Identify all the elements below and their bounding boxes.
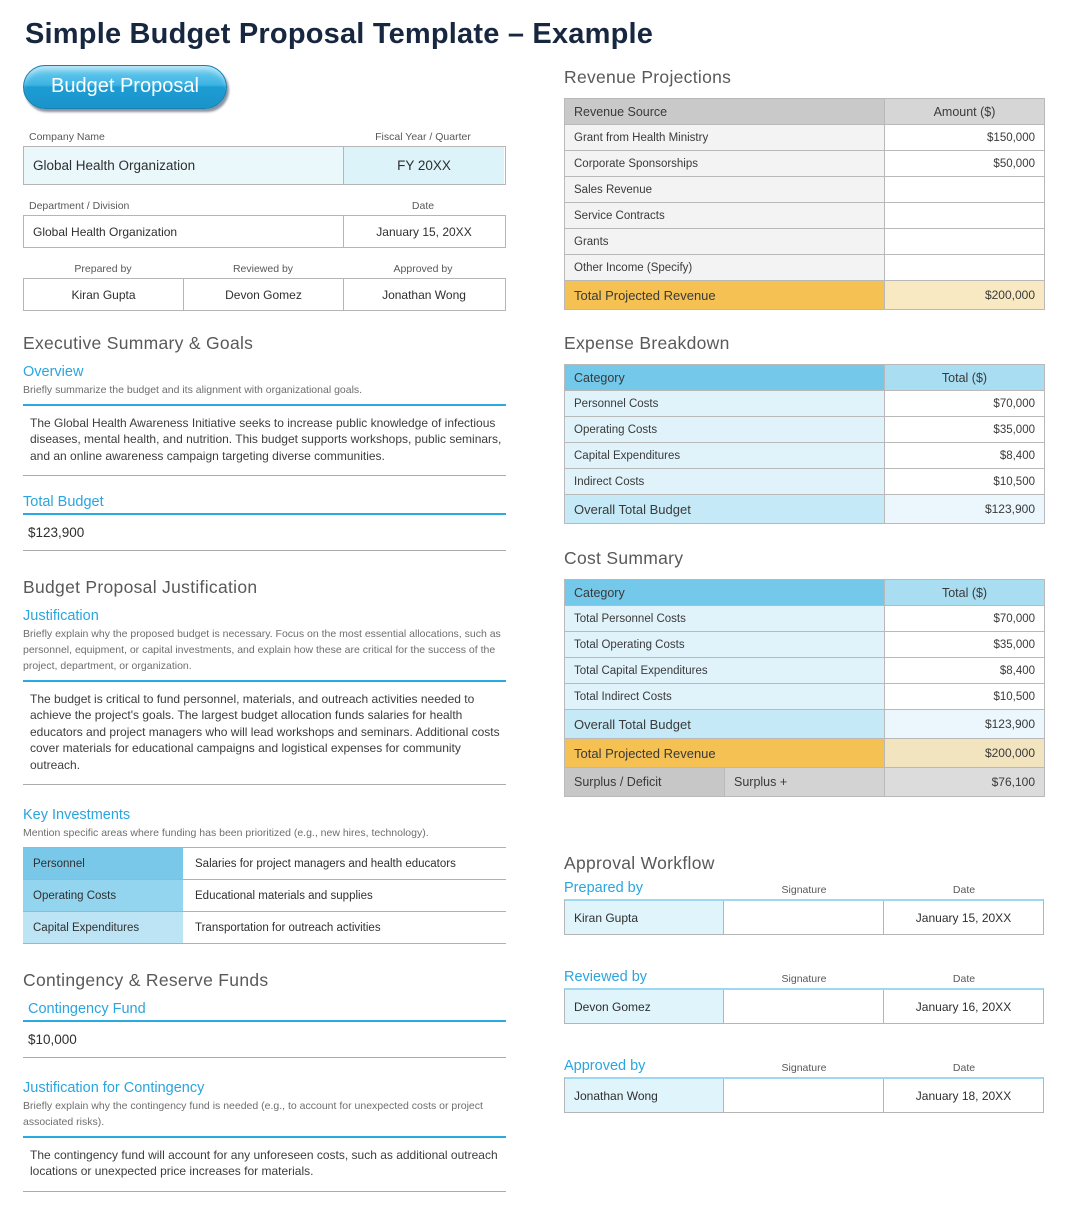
cost-amount-cell[interactable]: $35,000 — [885, 632, 1045, 658]
surplus-deficit-label: Surplus / Deficit — [565, 768, 725, 797]
table-row — [565, 391, 1045, 417]
total-header: Total ($) — [885, 365, 1045, 391]
table-row — [565, 255, 1045, 281]
cost-amount-cell[interactable]: $8,400 — [885, 658, 1045, 684]
revenue-source-cell: Sales Revenue — [565, 177, 885, 203]
expense-total-value[interactable]: $123,900 — [885, 495, 1045, 524]
revenue-amount-cell[interactable] — [885, 177, 1045, 203]
contingency-section-heading: Contingency & Reserve Funds — [23, 970, 269, 991]
cost-amount-cell[interactable]: $70,000 — [885, 606, 1045, 632]
expense-category-cell: Indirect Costs — [565, 469, 885, 495]
overall-total-label: Overall Total Budget — [565, 710, 885, 739]
key-investments-table — [23, 847, 506, 944]
overall-total-value[interactable]: $123,900 — [885, 710, 1045, 739]
approval-row-approved — [564, 1077, 1044, 1113]
overview-hint: Briefly summarize the budget and its alignment with organizational goals. — [23, 384, 363, 396]
key-investment-description[interactable]: Educational materials and supplies — [183, 880, 506, 912]
revenue-projections-table — [564, 98, 1045, 310]
table-total-row — [565, 281, 1045, 310]
contingency-justification-answer[interactable]: The contingency fund will account for any unforeseen costs, such as additional outreach locations or unexpected price increases for materials. — [23, 1138, 506, 1192]
surplus-value-cell[interactable]: $76,100 — [885, 768, 1045, 797]
table-row — [565, 417, 1045, 443]
approved-by-role: Approved by — [564, 1058, 646, 1074]
overview-answer[interactable]: The Global Health Awareness Initiative seeks to increase public knowledge of infectious diseases, mental health, and nutrition. This budget supports workshops, public seminars, and an online awareness campaign targeting diverse communities. — [23, 406, 506, 477]
department-field[interactable]: Global Health Organization — [24, 216, 344, 247]
approval-workflow-heading: Approval Workflow — [564, 853, 715, 873]
table-row — [565, 443, 1045, 469]
revenue-source-cell: Grants — [565, 229, 885, 255]
signers-row — [23, 278, 506, 311]
table-row — [565, 125, 1045, 151]
right-column — [537, 63, 1068, 1222]
approval-signature-cell[interactable] — [724, 990, 884, 1023]
table-total-row — [565, 495, 1045, 524]
total-header: Total ($) — [885, 580, 1045, 606]
table-total-row — [565, 710, 1045, 739]
approval-name-cell[interactable]: Kiran Gupta — [565, 901, 724, 934]
cost-category-cell: Total Personnel Costs — [565, 606, 885, 632]
date-label: Date — [952, 973, 976, 985]
revenue-source-cell: Corporate Sponsorships — [565, 151, 885, 177]
table-row — [565, 229, 1045, 255]
prepared-by-label: Prepared by — [74, 263, 132, 275]
table-row — [565, 632, 1045, 658]
revenue-total-label: Total Projected Revenue — [565, 281, 885, 310]
page-title: Simple Budget Proposal Template – Example — [25, 18, 654, 50]
reviewed-by-label: Reviewed by — [232, 263, 294, 275]
expense-amount-cell[interactable]: $35,000 — [885, 417, 1045, 443]
contingency-fund-value[interactable]: $10,000 — [23, 1022, 506, 1058]
key-investment-category: Operating Costs — [23, 880, 183, 912]
table-row — [565, 684, 1045, 710]
cost-category-cell: Total Indirect Costs — [565, 684, 885, 710]
approval-name-cell[interactable]: Jonathan Wong — [565, 1079, 724, 1112]
table-row — [565, 658, 1045, 684]
revenue-source-cell: Other Income (Specify) — [565, 255, 885, 281]
table-row — [565, 151, 1045, 177]
date-label: Date — [411, 200, 435, 212]
approval-signature-cell[interactable] — [724, 1079, 884, 1112]
prepared-by-field[interactable]: Kiran Gupta — [24, 279, 184, 310]
fiscal-year-field[interactable]: FY 20XX — [344, 147, 504, 184]
justification-heading: Justification — [23, 608, 99, 625]
company-fiscal-labels — [23, 131, 506, 143]
cost-amount-cell[interactable]: $10,500 — [885, 684, 1045, 710]
table-row — [23, 848, 506, 880]
company-fiscal-row — [23, 146, 506, 185]
date-label: Date — [952, 1062, 976, 1074]
category-header: Category — [565, 365, 885, 391]
table-row — [565, 606, 1045, 632]
department-date-row — [23, 215, 506, 248]
revenue-total-value[interactable]: $200,000 — [885, 281, 1045, 310]
signers-labels — [23, 263, 506, 275]
approval-date-cell[interactable]: January 18, 20XX — [884, 1079, 1043, 1112]
table-total-row — [565, 739, 1045, 768]
expense-breakdown-table — [564, 364, 1045, 524]
approval-name-cell[interactable]: Devon Gomez — [565, 990, 724, 1023]
projected-revenue-value[interactable]: $200,000 — [885, 739, 1045, 768]
two-column-layout — [0, 63, 1068, 1222]
prepared-by-role: Prepared by — [564, 880, 643, 896]
revenue-source-header: Revenue Source — [565, 99, 885, 125]
revenue-source-cell: Service Contracts — [565, 203, 885, 229]
expense-breakdown-heading: Expense Breakdown — [564, 333, 730, 353]
date-label: Date — [952, 884, 976, 896]
expense-category-cell: Capital Expenditures — [565, 443, 885, 469]
expense-category-cell: Operating Costs — [565, 417, 885, 443]
date-field[interactable]: January 15, 20XX — [376, 224, 472, 239]
budget-proposal-badge: Budget Proposal — [23, 65, 227, 109]
left-column — [0, 63, 537, 1222]
justification-section-heading: Budget Proposal Justification — [23, 577, 258, 598]
reviewed-by-role: Reviewed by — [564, 969, 648, 985]
approved-by-field[interactable]: Jonathan Wong — [382, 287, 466, 302]
expense-amount-cell[interactable]: $8,400 — [885, 443, 1045, 469]
revenue-amount-cell[interactable]: $50,000 — [885, 151, 1045, 177]
cost-summary-heading: Cost Summary — [564, 548, 684, 568]
cost-summary-table — [564, 579, 1045, 797]
justification-hint: Briefly explain why the proposed budget is necessary. Focus on the most essential allocations, such as personnel, equipment, or capital investments, and explain how these are critical for the success of the project, department, or organization. — [23, 628, 501, 672]
contingency-justification-hint: Briefly explain why the contingency fund is needed (e.g., to account for unexpected costs or project associated risks). — [23, 1100, 483, 1128]
revenue-source-cell: Grant from Health Ministry — [565, 125, 885, 151]
revenue-amount-cell[interactable] — [885, 203, 1045, 229]
approval-signature-cell[interactable] — [724, 901, 884, 934]
table-header-row — [565, 99, 1045, 125]
overview-heading: Overview — [23, 364, 84, 380]
signature-label: Signature — [781, 1062, 827, 1074]
key-investment-category: Capital Expenditures — [23, 912, 183, 944]
key-investment-description[interactable]: Salaries for project managers and health educators — [183, 848, 506, 880]
company-name-field[interactable]: Global Health Organization — [24, 147, 344, 184]
signature-label: Signature — [781, 884, 827, 896]
table-row — [565, 177, 1045, 203]
revenue-amount-cell[interactable] — [885, 229, 1045, 255]
category-header: Category — [565, 580, 885, 606]
table-header-row — [565, 365, 1045, 391]
key-investments-heading: Key Investments — [23, 807, 131, 824]
approval-date-cell[interactable]: January 15, 20XX — [884, 901, 1043, 934]
contingency-justification-heading: Justification for Contingency — [23, 1080, 205, 1097]
revenue-amount-cell[interactable] — [885, 255, 1045, 281]
executive-summary-heading: Executive Summary & Goals — [23, 333, 254, 353]
approval-row-prepared — [564, 899, 1044, 935]
cost-category-cell: Total Capital Expenditures — [565, 658, 885, 684]
revenue-amount-cell[interactable]: $150,000 — [885, 125, 1045, 151]
cost-category-cell: Total Operating Costs — [565, 632, 885, 658]
table-row — [23, 880, 506, 912]
key-investments-hint: Mention specific areas where funding has been prioritized (e.g., new hires, technology). — [23, 827, 429, 840]
revenue-projections-heading: Revenue Projections — [564, 67, 732, 87]
table-row — [565, 469, 1045, 495]
approval-labels-row — [564, 969, 1044, 985]
signature-label: Signature — [781, 973, 827, 985]
approved-by-label: Approved by — [393, 263, 453, 275]
approval-date-cell[interactable]: January 16, 20XX — [884, 990, 1043, 1023]
approval-labels-row — [564, 880, 1044, 896]
expense-total-label: Overall Total Budget — [565, 495, 885, 524]
company-name-label: Company Name — [29, 131, 105, 143]
reviewed-by-field[interactable]: Devon Gomez — [184, 279, 344, 310]
surplus-type-cell[interactable]: Surplus + — [725, 768, 885, 797]
projected-revenue-label: Total Projected Revenue — [565, 739, 885, 768]
justification-answer[interactable]: The budget is critical to fund personnel, materials, and outreach activities needed to achieve the project's goals. The largest budget allocation funds salaries for health educators and project managers who will lead workshops and seminars. Additional costs cover materials for educational campaigns and logistical expenses for community outreach. — [23, 682, 506, 786]
table-header-row — [565, 580, 1045, 606]
table-row — [23, 912, 506, 944]
amount-header: Amount ($) — [885, 99, 1045, 125]
contingency-fund-heading: Contingency Fund — [28, 1001, 146, 1018]
department-date-labels — [23, 200, 506, 212]
key-investment-category: Personnel — [23, 848, 183, 880]
approval-labels-row — [564, 1058, 1044, 1074]
table-row — [565, 203, 1045, 229]
table-total-row — [565, 768, 1045, 797]
total-budget-heading: Total Budget — [23, 494, 104, 511]
expense-amount-cell[interactable]: $70,000 — [885, 391, 1045, 417]
total-budget-value[interactable]: $123,900 — [23, 515, 506, 551]
key-investment-description[interactable]: Transportation for outreach activities — [183, 912, 506, 944]
expense-amount-cell[interactable]: $10,500 — [885, 469, 1045, 495]
fiscal-year-label: Fiscal Year / Quarter — [375, 131, 471, 143]
approval-row-reviewed — [564, 988, 1044, 1024]
department-label: Department / Division — [29, 200, 130, 212]
expense-category-cell: Personnel Costs — [565, 391, 885, 417]
